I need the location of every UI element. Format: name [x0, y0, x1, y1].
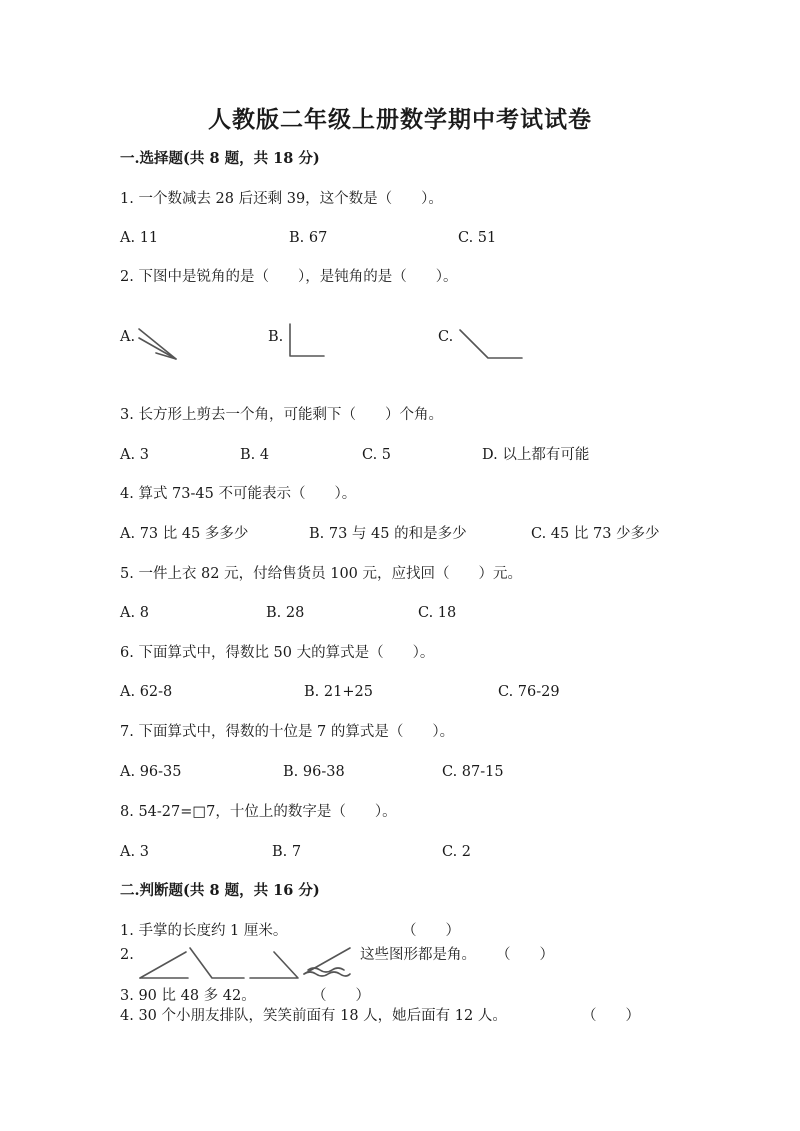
- question-option: A. 11: [120, 230, 159, 246]
- judgement-item-text: 1. 手掌的长度约 1 厘米。: [120, 923, 288, 939]
- question-option: C. 76-29: [498, 684, 560, 700]
- judgement-item-text: 4. 30 个小朋友排队，笑笑前面有 18 人，她后面有 12 人。: [120, 1008, 507, 1024]
- question-option: D. 以上都有可能: [482, 447, 590, 463]
- question-option: B. 96-38: [283, 764, 345, 780]
- judgement-item-number: 2.: [120, 947, 134, 963]
- judgement-item-text: 这些图形都是角。: [360, 947, 476, 963]
- question-option: C. 51: [458, 230, 497, 246]
- question-option: C. 5: [362, 447, 392, 463]
- question-option: C. 2: [442, 844, 472, 860]
- question-option: B. 67: [289, 230, 328, 246]
- question-stem: 1. 一个数减去 28 后还剩 39，这个数是（ ）。: [120, 191, 443, 207]
- question-option: B. 21+25: [304, 684, 373, 700]
- question-option: B. 28: [266, 605, 305, 621]
- page-title: 人教版二年级上册数学期中考试试卷: [208, 106, 592, 133]
- question-stem: 5. 一件上衣 82 元，付给售货员 100 元，应找回（ ）元。: [120, 566, 523, 582]
- question-option: A. 3: [120, 844, 149, 860]
- question-option: A. 73 比 45 多多少: [120, 526, 249, 542]
- section-heading-choice: 一.选择题(共 8 题，共 18 分): [120, 150, 320, 167]
- answer-blank: （ ）: [402, 923, 460, 939]
- answer-blank: （ ）: [312, 988, 370, 1004]
- question-stem: 8. 54-27=□7，十位上的数字是（ ）。: [120, 804, 397, 820]
- question-option: A.: [120, 329, 136, 345]
- obtuse-angle-figure: [456, 326, 528, 364]
- question-option: C.: [438, 329, 454, 345]
- question-option: A. 3: [120, 447, 149, 463]
- section-heading-judgement: 二.判断题(共 8 题，共 16 分): [120, 882, 320, 899]
- question-stem: 7. 下面算式中，得数的十位是 7 的算式是（ ）。: [120, 724, 455, 740]
- question-option: C. 45 比 73 少多少: [531, 526, 660, 542]
- question-option: B. 4: [240, 447, 270, 463]
- question-stem: 2. 下图中是锐角的是（ ），是钝角的是（ ）。: [120, 269, 458, 285]
- question-stem: 6. 下面算式中，得数比 50 大的算式是（ ）。: [120, 645, 435, 661]
- judgement-item-text: 3. 90 比 48 多 42。: [120, 988, 256, 1004]
- angle-shapes-figure: [136, 942, 356, 984]
- answer-blank: （ ）: [496, 947, 554, 963]
- question-stem: 4. 算式 73-45 不可能表示（ ）。: [120, 486, 357, 502]
- acute-angle-figure: [136, 326, 184, 366]
- question-option: A. 8: [120, 605, 149, 621]
- question-option: B.: [268, 329, 284, 345]
- question-stem: 3. 长方形上剪去一个角，可能剩下（ ）个角。: [120, 407, 443, 423]
- question-option: C. 18: [418, 605, 457, 621]
- question-option: A. 62-8: [120, 684, 173, 700]
- question-option: C. 87-15: [442, 764, 504, 780]
- question-option: B. 7: [272, 844, 302, 860]
- answer-blank: （ ）: [582, 1008, 640, 1024]
- question-option: A. 96-35: [120, 764, 182, 780]
- question-option: B. 73 与 45 的和是多少: [309, 526, 467, 542]
- right-angle-figure: [286, 320, 330, 362]
